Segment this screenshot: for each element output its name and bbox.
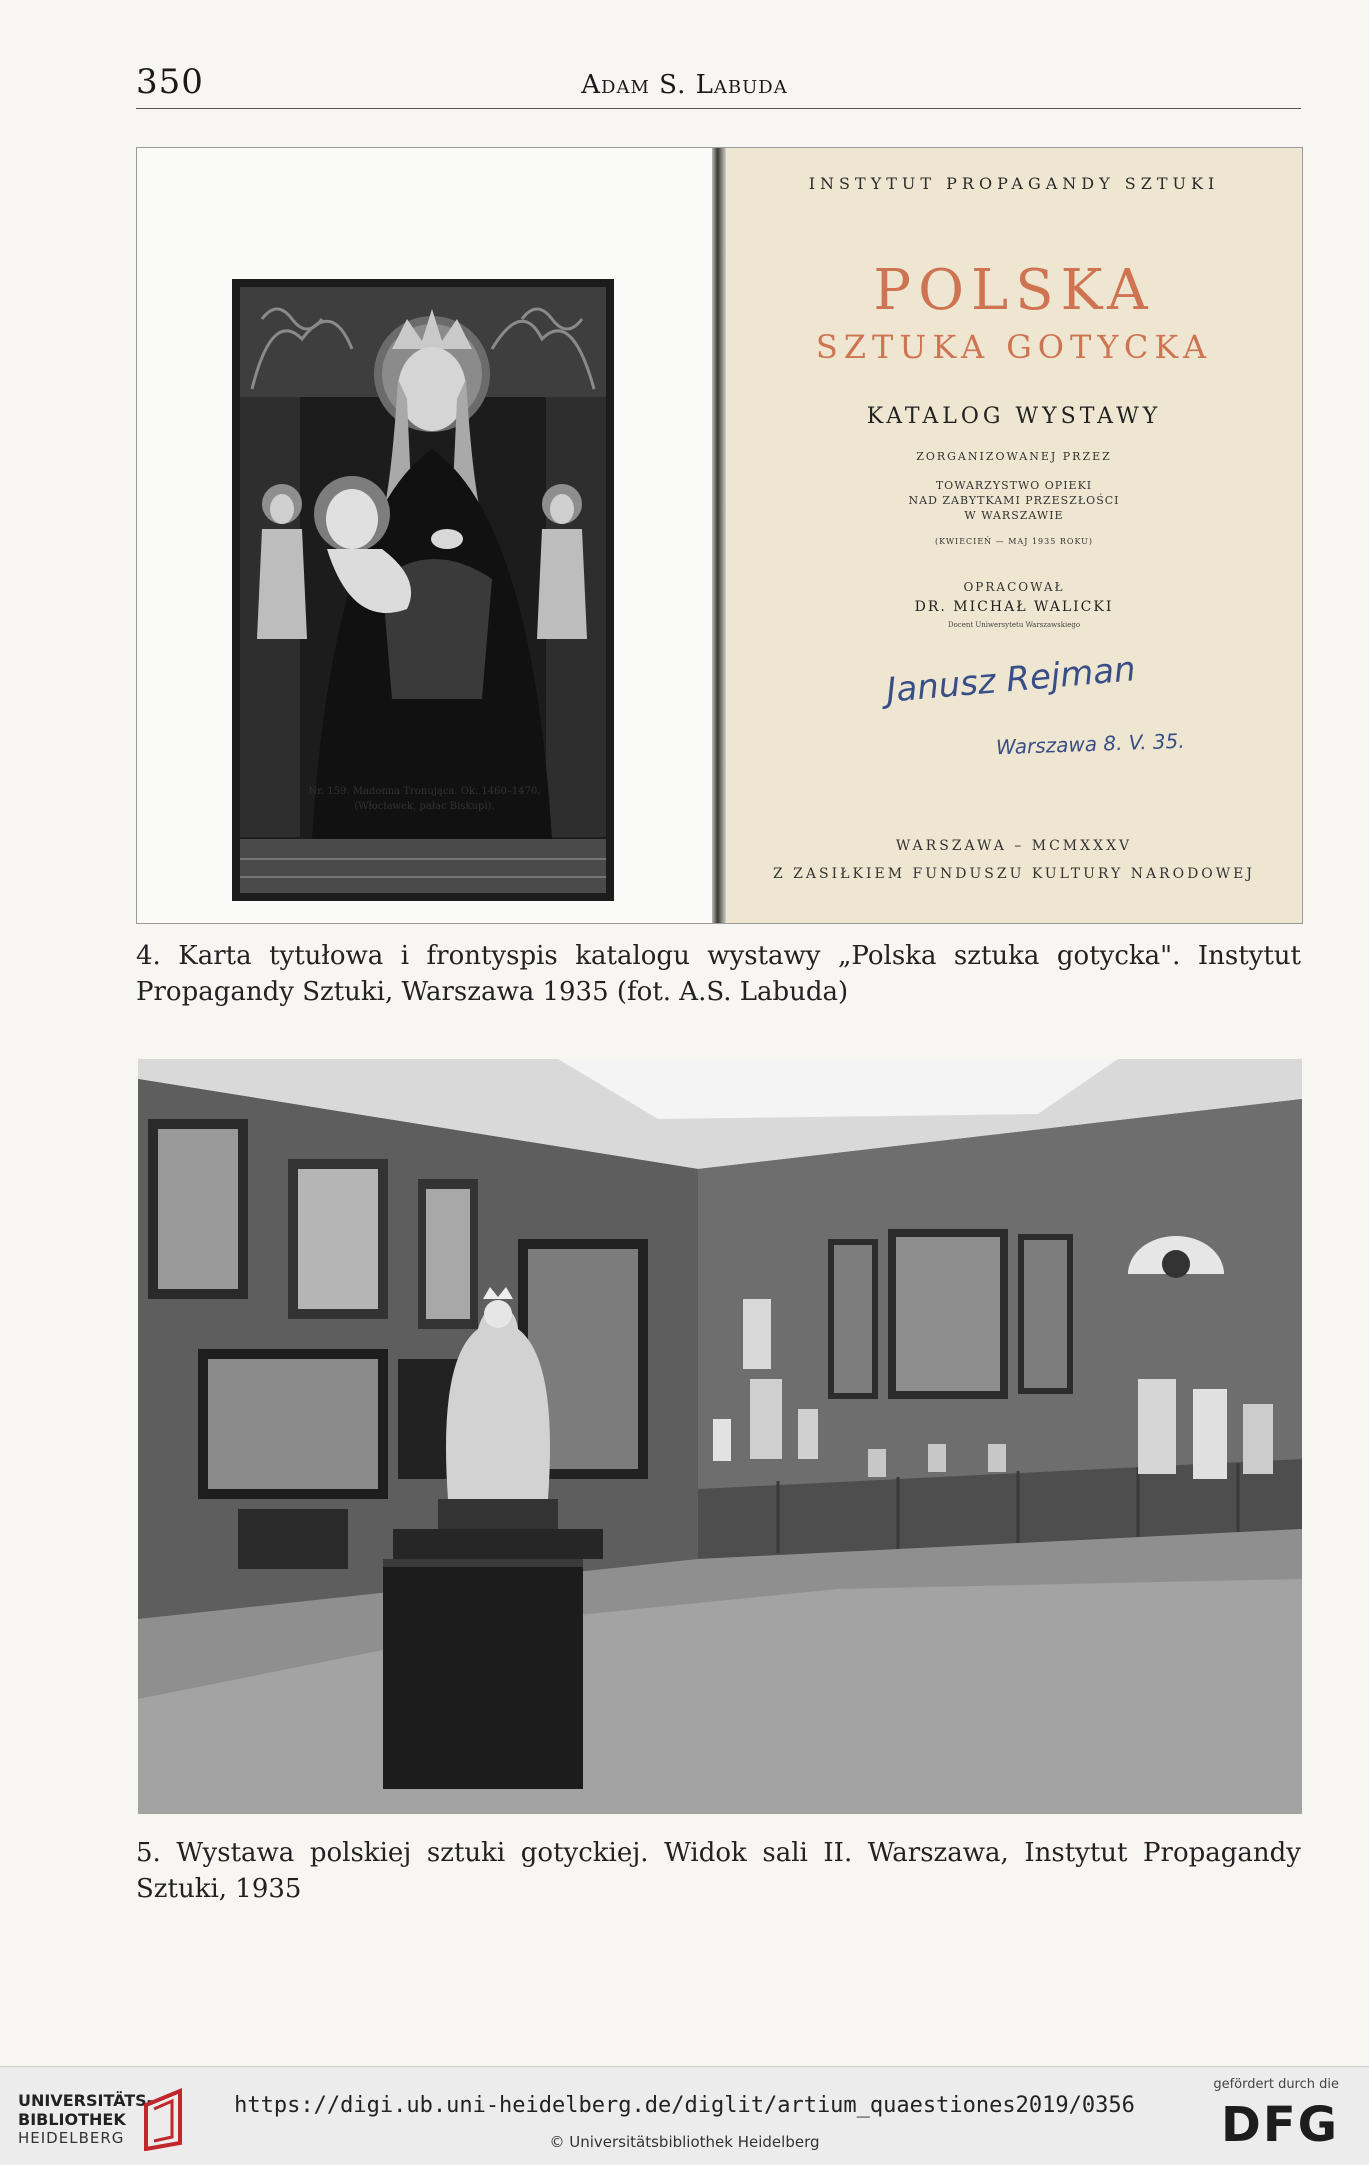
society-line3: W WARSZAWIE [964, 509, 1064, 522]
society-name [726, 478, 1302, 523]
copyright-notice: © Universitätsbibliothek Heidelberg [549, 2133, 820, 2151]
frontispiece-caption [197, 784, 652, 814]
publication-place: WARSZAWA – MCMXXXV [895, 838, 1133, 854]
library-city: HEIDELBERG [18, 2129, 125, 2147]
book-spine [712, 148, 726, 923]
funding-note: Z ZASIŁKIEM FUNDUSZU KULTURY NARODOWEJ [772, 866, 1255, 882]
permalink-url[interactable]: https://digi.ub.uni-heidelberg.de/diglit/artium_quaestiones2019/0356 [234, 2093, 1135, 2118]
figure-4-caption: 4. Karta tytułowa i frontyspis katalogu wystawy „Polska sztuka gotycka". Instytut Propagandy Sztuki, Warszawa 1935 (fot. A.S. Labuda) [136, 941, 1301, 1007]
library-name-line1: UNIVERSITÄTS- [18, 2091, 154, 2110]
catalog-author: DR. MICHAŁ WALICKI [914, 599, 1114, 615]
library-name-line2: BIBLIOTHEK [18, 2110, 126, 2129]
society-line2: NAD ZABYTKAMI PRZESZŁOŚCI [908, 494, 1120, 507]
handwritten-place-date: Warszawa 8. V. 35. [995, 728, 1186, 760]
frontispiece-caption-line2: (Włocławek, pałac Biskupi). [354, 801, 495, 812]
organized-by: ZORGANIZOWANEJ PRZEZ [916, 450, 1112, 463]
exhibition-dates: (KWIECIEŃ — MAJ 1935 ROKU) [935, 537, 1093, 546]
handwritten-signature: Janusz Rejman [884, 649, 1138, 711]
funded-by-label: gefördert durch die [1213, 2077, 1339, 2092]
running-head-author: Adam S. Labuda [581, 70, 788, 100]
society-line1: TOWARZYSTWO OPIEKI [935, 479, 1093, 492]
frontispiece-page [137, 148, 712, 923]
book-title-main: POLSKA [873, 258, 1155, 323]
compiled-by: OPRACOWAŁ [963, 580, 1065, 594]
figure-5 [138, 1059, 1302, 1814]
frontispiece-caption-line1: Nr. 159. Madonna Tronująca. Ok. 1460–1470. [308, 786, 541, 797]
dfg-logo: DFG [1220, 2097, 1339, 2153]
exhibition-hall-photo [138, 1059, 1302, 1814]
page-number: 350 [136, 62, 204, 102]
book-title-sub: SZTUKA GOTYCKA [815, 328, 1213, 366]
institute-name: INSTYTUT PROPAGANDY SZTUKI [808, 174, 1220, 193]
catalog-heading: KATALOG WYSTAWY [866, 404, 1162, 429]
figure-4 [136, 147, 1303, 924]
digitization-footer [0, 2066, 1369, 2165]
title-page [726, 148, 1302, 923]
header-rule [136, 108, 1301, 109]
figure-5-caption: 5. Wystawa polskiej sztuki gotyckiej. Widok sali II. Warszawa, Instytut Propagandy Sztuki, 1935 [136, 1838, 1301, 1904]
author-title: Docent Uniwersytetu Warszawskiego [947, 621, 1081, 629]
